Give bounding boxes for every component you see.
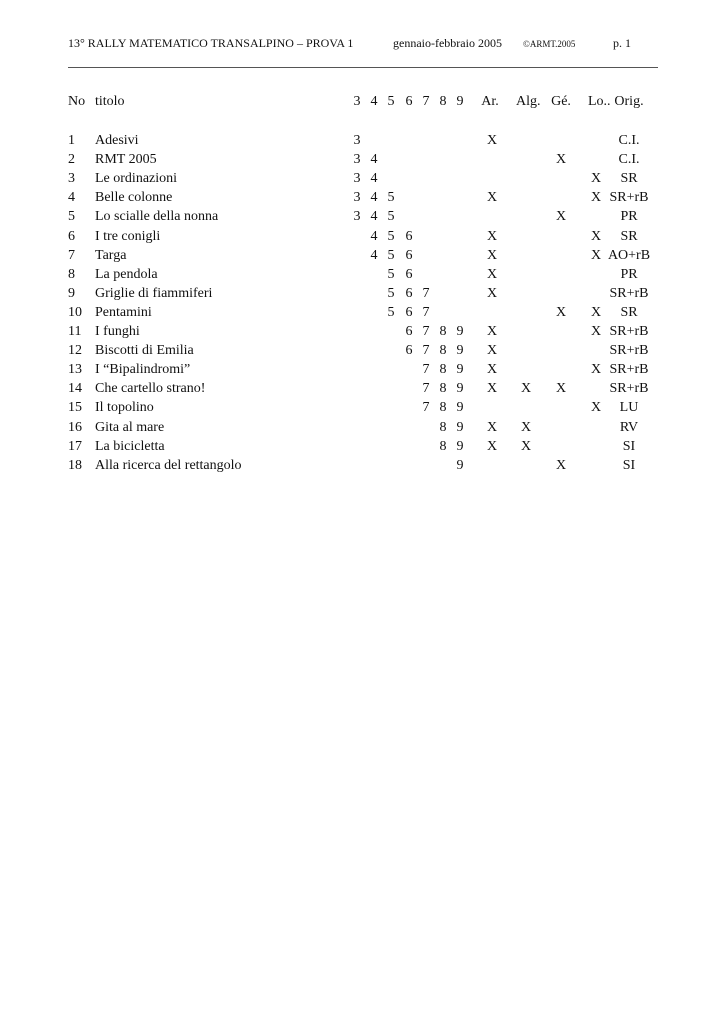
column-header-ge: Gé. [551,94,571,109]
row-mark-ar: X [486,285,498,301]
row-mark-lo: X [590,304,602,320]
row-number: 9 [68,285,75,301]
row-year-6: 6 [405,247,413,263]
row-title: I tre conigli [95,228,161,244]
row-mark-ge: X [555,152,567,168]
row-mark-ge: X [555,304,567,320]
row-year-5: 5 [387,190,395,206]
row-year-3: 3 [353,152,361,168]
row-title: La pendola [95,266,158,282]
header-date: gennaio-febbraio 2005 [393,36,502,50]
row-year-7: 7 [422,304,430,320]
table-row [0,398,725,417]
row-number: 17 [68,438,82,454]
row-mark-lo: X [590,171,602,187]
row-year-9: 9 [456,438,464,454]
row-title: Griglie di fiammiferi [95,285,213,301]
row-title: I funghi [95,324,140,339]
row-mark-ar: X [486,438,498,454]
page-header [68,36,658,56]
row-title: Lo scialle della nonna [95,209,219,225]
row-origin: SR [620,228,638,244]
row-mark-ge: X [555,457,567,473]
row-origin: SR+rB [609,362,649,378]
row-mark-alg: X [520,419,532,435]
row-origin: C.I. [618,152,640,168]
row-year-8: 8 [439,419,447,435]
header-copyright: ©ARMT.2005 [523,39,576,49]
table-row [0,169,725,188]
row-mark-ge: X [555,381,567,397]
row-origin: SI [622,457,636,473]
column-header-year-3: 3 [353,94,361,109]
row-origin: SR [620,304,638,320]
table-row [0,207,725,226]
table-row [0,188,725,207]
row-year-7: 7 [422,400,430,416]
column-header-orig: Orig. [614,94,644,109]
row-year-6: 6 [405,285,413,301]
row-title: Gita al mare [95,419,165,435]
row-title: Che cartello strano! [95,381,206,397]
row-year-5: 5 [387,228,395,244]
row-year-9: 9 [456,419,464,435]
row-mark-ar: X [486,381,498,397]
row-year-8: 8 [439,381,447,397]
column-header-year-6: 6 [405,94,413,109]
row-mark-alg: X [520,438,532,454]
row-year-7: 7 [422,381,430,397]
row-origin: PR [620,266,638,282]
row-mark-lo: X [590,324,602,339]
row-year-4: 4 [370,247,378,263]
column-header-no: No [68,94,86,109]
row-origin: SR [620,171,638,187]
row-number: 6 [68,228,75,244]
row-title: Le ordinazioni [95,171,178,187]
row-year-4: 4 [370,152,378,168]
row-mark-ge: X [555,209,567,225]
column-header-year-9: 9 [456,94,464,109]
table-row [0,341,725,360]
header-divider [68,67,658,68]
row-year-5: 5 [387,247,395,263]
row-year-9: 9 [456,324,464,339]
column-header-year-5: 5 [387,94,395,109]
row-origin: SR+rB [609,381,649,397]
row-year-6: 6 [405,304,413,320]
row-mark-alg: X [520,381,532,397]
row-year-6: 6 [405,266,413,282]
row-number: 11 [68,324,82,339]
row-number: 16 [68,419,82,435]
row-origin: LU [619,400,639,416]
header-title: 13° RALLY MATEMATICO TRANSALPINO – PROVA 1 [68,36,354,50]
column-header-ar: Ar. [481,94,499,109]
row-origin: SR+rB [609,343,649,359]
row-mark-ar: X [486,343,498,359]
row-year-7: 7 [422,324,430,339]
row-number: 3 [68,171,75,187]
row-year-8: 8 [439,400,447,416]
row-year-9: 9 [456,343,464,359]
row-number: 13 [68,362,82,378]
table-row [0,284,725,303]
row-year-8: 8 [439,438,447,454]
column-header-lo: Lo.. [588,94,611,109]
row-title: Pentamini [95,304,152,320]
row-mark-ar: X [486,362,498,378]
row-number: 8 [68,266,75,282]
table-row [0,303,725,322]
row-year-3: 3 [353,133,361,148]
row-year-5: 5 [387,209,395,225]
row-number: 15 [68,400,82,416]
row-mark-lo: X [590,190,602,206]
column-header-year-4: 4 [370,94,378,109]
row-year-4: 4 [370,171,378,187]
row-mark-ar: X [486,324,498,339]
row-number: 1 [68,133,75,148]
row-origin: AO+rB [607,247,651,263]
row-year-7: 7 [422,343,430,359]
row-mark-lo: X [590,247,602,263]
row-number: 10 [68,304,82,320]
row-mark-ar: X [486,266,498,282]
row-year-8: 8 [439,343,447,359]
table-row [0,246,725,265]
table-row [0,265,725,284]
row-number: 14 [68,381,82,397]
row-number: 4 [68,190,75,206]
table-row [0,150,725,169]
row-year-9: 9 [456,400,464,416]
row-number: 18 [68,457,82,473]
row-year-9: 9 [456,381,464,397]
row-year-5: 5 [387,266,395,282]
row-year-4: 4 [370,190,378,206]
row-number: 12 [68,343,82,359]
row-mark-ar: X [486,228,498,244]
row-mark-ar: X [486,247,498,263]
row-year-8: 8 [439,362,447,378]
column-header-year-8: 8 [439,94,447,109]
row-year-6: 6 [405,324,413,339]
row-year-8: 8 [439,324,447,339]
row-year-3: 3 [353,190,361,206]
table-row [0,437,725,456]
table-row [0,227,725,246]
row-mark-lo: X [590,400,602,416]
column-header-year-7: 7 [422,94,430,109]
row-number: 2 [68,152,75,168]
row-year-5: 5 [387,304,395,320]
row-origin: PR [620,209,638,225]
row-number: 5 [68,209,75,225]
column-header-title: titolo [95,94,125,109]
row-title: Biscotti di Emilia [95,343,194,359]
row-title: RMT 2005 [95,152,157,168]
row-mark-lo: X [590,362,602,378]
row-year-9: 9 [456,457,464,473]
row-year-6: 6 [405,228,413,244]
row-year-6: 6 [405,343,413,359]
row-year-9: 9 [456,362,464,378]
table-row [0,131,725,150]
table-header-row [0,92,725,111]
row-origin: RV [619,419,639,435]
row-year-3: 3 [353,171,361,187]
row-title: Alla ricerca del rettangolo [95,457,242,473]
header-page-number: p. 1 [613,36,631,50]
row-number: 7 [68,247,75,263]
table-row [0,456,725,475]
table-row [0,322,725,341]
row-year-3: 3 [353,209,361,225]
row-year-4: 4 [370,228,378,244]
row-title: Targa [95,247,127,263]
row-origin: SR+rB [609,324,649,339]
table-row [0,418,725,437]
row-year-7: 7 [422,285,430,301]
row-title: Il topolino [95,400,154,416]
row-origin: SR+rB [609,190,649,206]
table-row [0,360,725,379]
table-row [0,379,725,398]
row-title: Adesivi [95,133,139,148]
column-header-alg: Alg. [516,94,541,109]
row-origin: C.I. [618,133,640,148]
row-title: Belle colonne [95,190,173,206]
row-year-7: 7 [422,362,430,378]
row-year-4: 4 [370,209,378,225]
row-origin: SR+rB [609,285,649,301]
row-mark-lo: X [590,228,602,244]
row-title: I “Bipalindromi” [95,362,191,378]
row-year-5: 5 [387,285,395,301]
row-mark-ar: X [486,133,498,148]
row-mark-ar: X [486,419,498,435]
row-origin: SI [622,438,636,454]
row-mark-ar: X [486,190,498,206]
row-title: La bicicletta [95,438,165,454]
